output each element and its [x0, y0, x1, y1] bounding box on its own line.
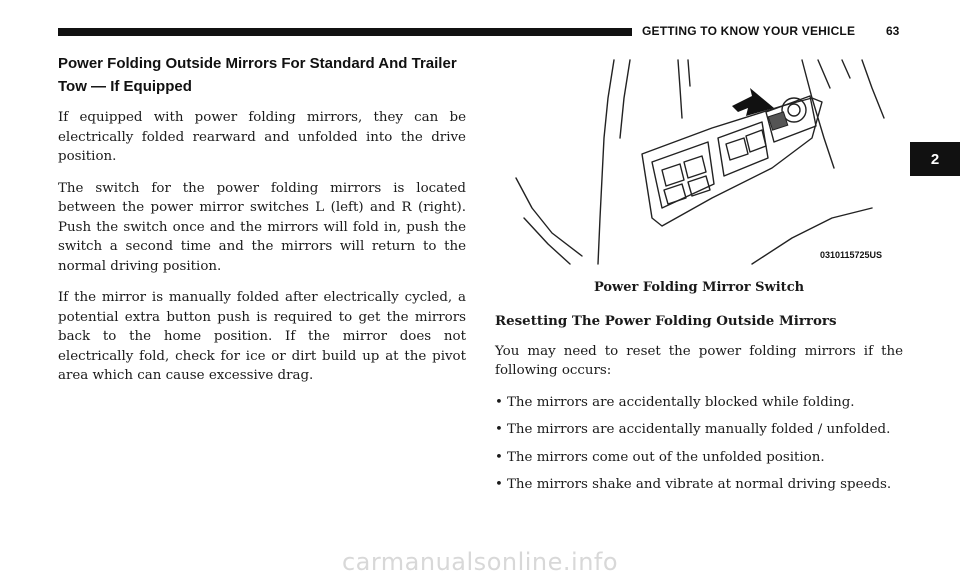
- chapter-tab-number: 2: [930, 150, 940, 168]
- figure-caption: Power Folding Mirror Switch: [593, 280, 805, 295]
- reset-conditions-list: [495, 393, 903, 495]
- list-item: • The mirrors shake and vibrate at normal driving speeds.: [495, 475, 903, 495]
- paragraph-2: The switch for the power folding mirrors is located between the power mirror switches L (left) and R (right). Push the switch once and the mirrors will fold in, push the switch a second time and the mirrors will return to the normal driving position.: [58, 180, 466, 274]
- left-column: [58, 52, 466, 398]
- subsection-heading: Resetting The Power Folding Outside Mirrors: [495, 313, 837, 329]
- figure-image-code: 0310115725US: [819, 250, 882, 260]
- mirror-switch-illustration: [512, 58, 888, 266]
- reset-intro: You may need to reset the power folding mirrors if the following occurs:: [495, 343, 903, 378]
- paragraph-3: If the mirror is manually folded after electrically cycled, a potential extra button push is required to get the mirrors back to the home position. If the mirror does not electrically fold, check for ice or dirt build up at the pivot area which can cause excessive drag.: [58, 290, 466, 383]
- header-rule: [58, 28, 632, 36]
- paragraph-1: If equipped with power folding mirrors, they can be electrically folded rearward and unfolded into the drive position.: [58, 110, 466, 164]
- right-column: [495, 312, 903, 503]
- running-header-title: GETTING TO KNOW YOUR VEHICLE: [642, 24, 856, 38]
- watermark: carmanualsonline.info: [341, 548, 619, 576]
- list-item: • The mirrors are accidentally manually folded / unfolded.: [495, 420, 903, 440]
- section-heading: Power Folding Outside Mirrors For Standard And Trailer Tow — If Equipped: [58, 55, 457, 95]
- list-item: • The mirrors are accidentally blocked while folding.: [495, 393, 903, 413]
- chapter-tab: [910, 142, 960, 176]
- page-number: 63: [886, 24, 900, 38]
- list-item: • The mirrors come out of the unfolded position.: [495, 448, 903, 468]
